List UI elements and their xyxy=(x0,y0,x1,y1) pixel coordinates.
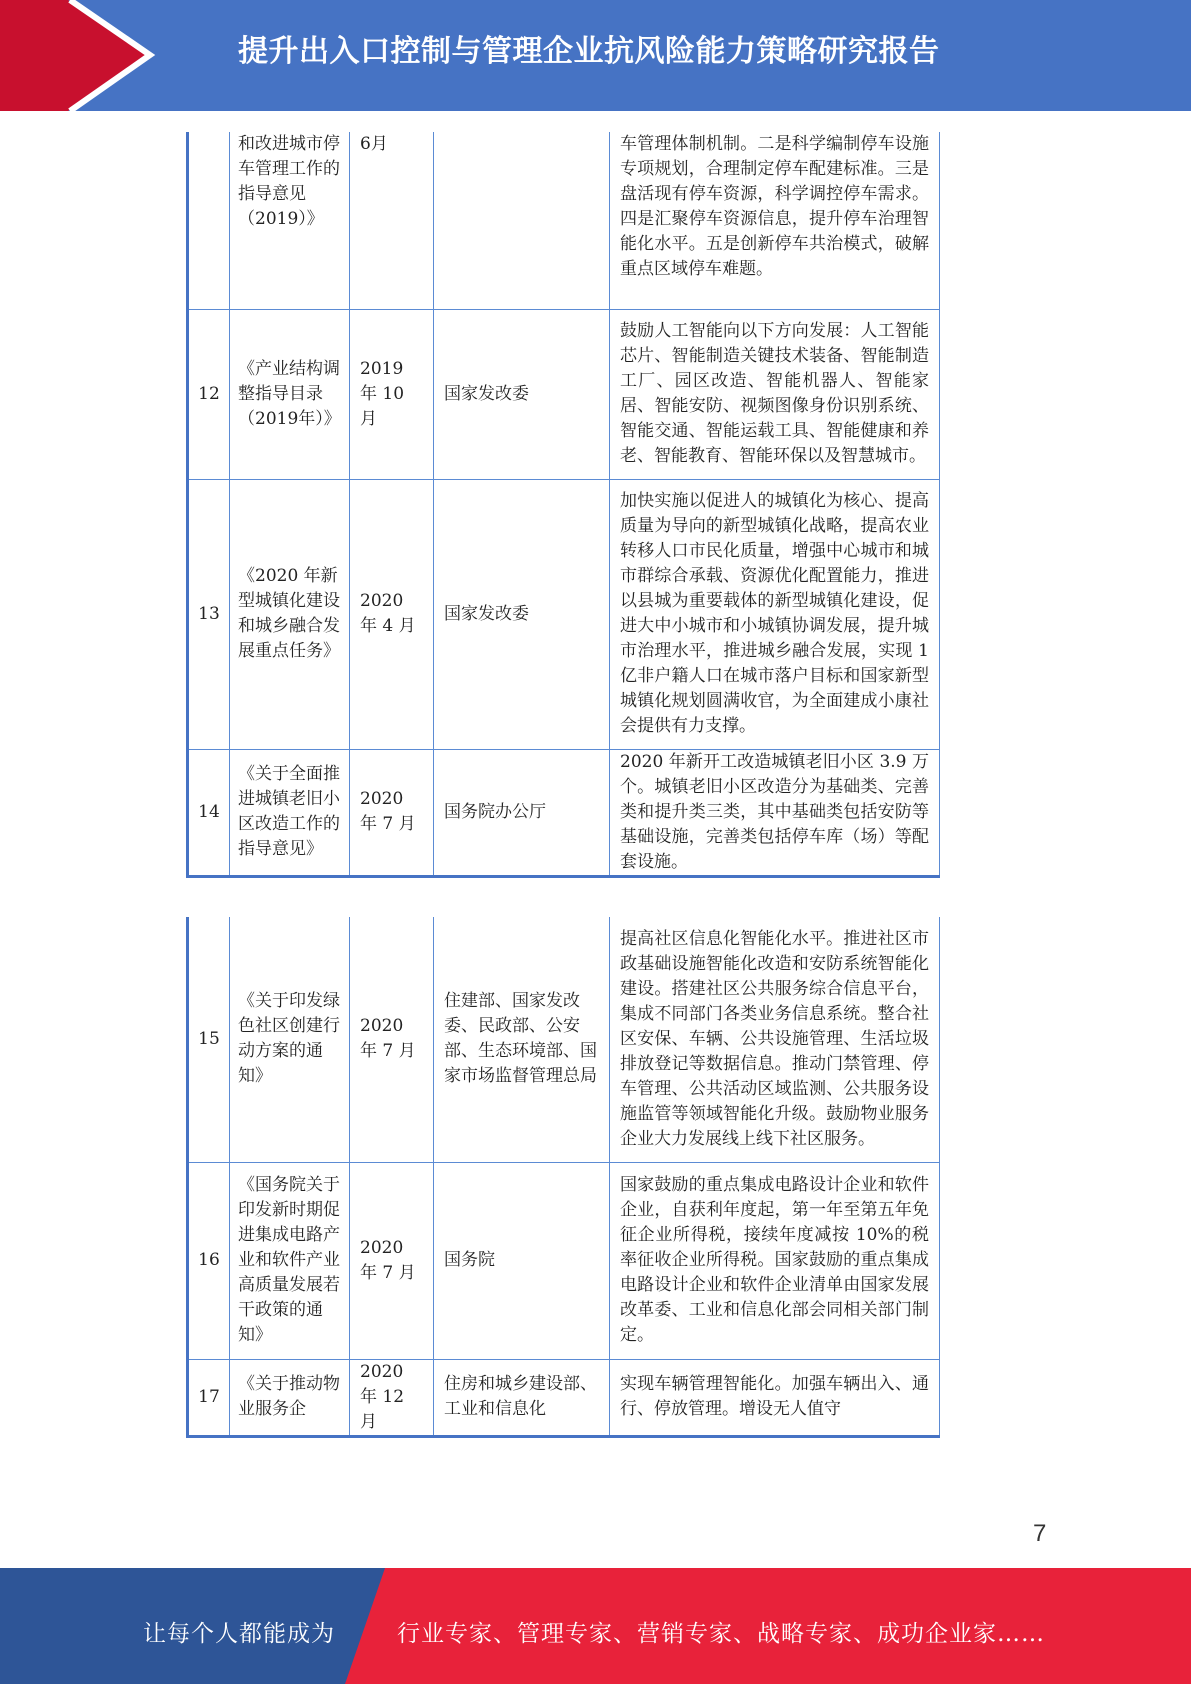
row-number: 13 xyxy=(188,479,230,749)
policy-name: 《2020 年新型城镇化建设和城乡融合发展重点任务》 xyxy=(230,479,350,749)
policy-name: 《关于印发绿色社区创建行动方案的通知》 xyxy=(230,917,350,1162)
header-band xyxy=(0,0,1191,111)
issuing-dept: 住房和城乡建设部、工业和信息化 xyxy=(434,1359,610,1436)
issuing-dept: 国务院办公厅 xyxy=(434,749,610,876)
report-title: 提升出入口控制与管理企业抗风险能力策略研究报告 xyxy=(238,34,940,69)
row-number xyxy=(188,132,230,309)
policy-name: 《关于全面推进城镇老旧小区改造工作的指导意见》 xyxy=(230,749,350,876)
policy-date: 2020 年 7 月 xyxy=(350,749,434,876)
policy-table-upper xyxy=(186,132,940,878)
policy-name: 《产业结构调整指导目录（2019年）》 xyxy=(230,309,350,479)
policy-description: 加快实施以促进人的城镇化为核心、提高质量为导向的新型城镇化战略，提高农业转移人口市民化质量，增强中心城市和城市群综合承载、资源优化配置能力，推进以县城为重要载体的新型城镇化建设，促进大中小城市和小城镇协调发展，提升城市治理水平，推进城乡融合发展，实现 1 亿非户籍人口在城市落户目标和国家新型城镇化规划圆满收官，为全面建成小康社会提供有力支撑。 xyxy=(610,479,940,749)
policy-date: 2020 年 4 月 xyxy=(350,479,434,749)
page-number: 7 xyxy=(1033,1520,1047,1547)
policy-description: 鼓励人工智能向以下方向发展：人工智能芯片、智能制造关键技术装备、智能制造工厂、园区改造、智能机器人、智能家居、智能安防、视频图像身份识别系统、智能交通、智能运载工具、智能健康和养老、智能教育、智能环保以及智慧城市。 xyxy=(610,309,940,479)
footer-slogan-left: 让每个人都能成为 xyxy=(143,1621,335,1647)
policy-name: 《国务院关于印发新时期促进集成电路产业和软件产业高质量发展若干政策的通知》 xyxy=(230,1162,350,1359)
issuing-dept: 住建部、国家发改委、民政部、公安部、生态环境部、国家市场监督管理总局 xyxy=(434,917,610,1162)
table-row xyxy=(188,479,940,749)
policy-name: 《关于推动物业服务企 xyxy=(230,1359,350,1436)
issuing-dept: 国家发改委 xyxy=(434,309,610,479)
footer-slogan-right: 行业专家、管理专家、营销专家、战略专家、成功企业家…… xyxy=(397,1621,1045,1647)
row-number: 16 xyxy=(188,1162,230,1359)
table-row xyxy=(188,132,940,309)
policy-date: 2020 年 7 月 xyxy=(350,917,434,1162)
policy-description: 2020 年新开工改造城镇老旧小区 3.9 万个。城镇老旧小区改造分为基础类、完善类和提升类三类，其中基础类包括安防等基础设施，完善类包括停车库（场）等配套设施。 xyxy=(610,749,940,876)
policy-name: 和改进城市停车管理工作的指导意见（2019）》 xyxy=(230,132,350,309)
policy-date: 2020 年 7 月 xyxy=(350,1162,434,1359)
policy-description: 国家鼓励的重点集成电路设计企业和软件企业，自获利年度起，第一年至第五年免征企业所得税，接续年度减按 10%的税率征收企业所得税。国家鼓励的重点集成电路设计企业和软件企业清单由国家发展改革委、工业和信息化部会同相关部门制定。 xyxy=(610,1162,940,1359)
table-row xyxy=(188,917,940,1162)
policy-description: 实现车辆管理智能化。加强车辆出入、通行、停放管理。增设无人值守 xyxy=(610,1359,940,1436)
issuing-dept: 国务院 xyxy=(434,1162,610,1359)
row-number: 14 xyxy=(188,749,230,876)
row-number: 12 xyxy=(188,309,230,479)
row-number: 17 xyxy=(188,1359,230,1436)
row-number: 15 xyxy=(188,917,230,1162)
issuing-dept xyxy=(434,132,610,309)
policy-description: 车管理体制机制。二是科学编制停车设施专项规划，合理制定停车配建标准。三是盘活现有停车资源，科学调控停车需求。四是汇聚停车资源信息，提升停车治理智能化水平。五是创新停车共治模式，破解重点区域停车难题。 xyxy=(610,132,940,309)
policy-date: 2019 年 10 月 xyxy=(350,309,434,479)
policy-description: 提高社区信息化智能化水平。推进社区市政基础设施智能化改造和安防系统智能化建设。搭建社区公共服务综合信息平台，集成不同部门各类业务信息系统。整合社区安保、车辆、公共设施管理、生活垃圾排放登记等数据信息。推动门禁管理、停车管理、公共活动区域监测、公共服务设施监管等领域智能化升级。鼓励物业服务企业大力发展线上线下社区服务。 xyxy=(610,917,940,1162)
policy-table-lower xyxy=(186,917,940,1438)
table-row xyxy=(188,1359,940,1436)
issuing-dept: 国家发改委 xyxy=(434,479,610,749)
table-row xyxy=(188,749,940,876)
policy-date: 2020 年 12 月 xyxy=(350,1359,434,1436)
table-row xyxy=(188,309,940,479)
table-row xyxy=(188,1162,940,1359)
policy-date: 6月 xyxy=(350,132,434,309)
